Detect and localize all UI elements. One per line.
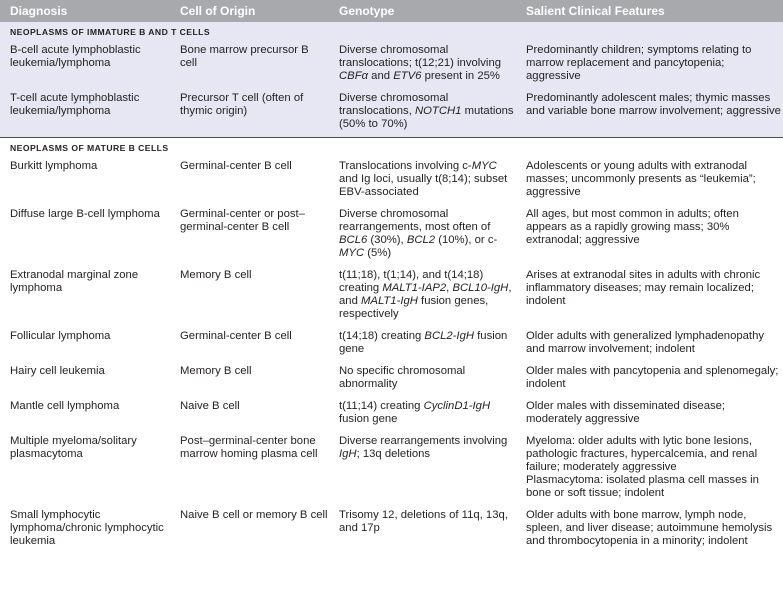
diagnosis-cell: Burkitt lymphoma (10, 160, 98, 172)
clinical-features-cell (520, 362, 783, 397)
table-row (0, 432, 783, 506)
genotype-cell (332, 362, 520, 397)
genotype-text: No specific chromosomal abnormality (339, 365, 466, 390)
clinical-features-text: All ages, but most common in adults; often appears as a rapidly growing mass; 30% extranodal; aggressive (526, 208, 739, 246)
gene-name: MALT1-IAP2 (382, 282, 447, 294)
clinical-features-cell (520, 266, 783, 327)
cell-of-origin-cell: Post–germinal-center bone marrow homing plasma cell (180, 435, 318, 460)
cell-of-origin-cell: Memory B cell (180, 365, 252, 377)
table-row (0, 205, 783, 266)
gene-name: ETV6 (393, 70, 422, 82)
header-clinical-features: Salient Clinical Features (520, 0, 783, 22)
genotype-text: Translocations involving c- (339, 160, 472, 172)
genotype-cell (332, 41, 520, 89)
genotype-text: (30%), (367, 234, 407, 246)
genotype-text: and Ig loci, usually t(8;14); subset EBV-associated (339, 173, 508, 198)
table-row (0, 41, 783, 89)
clinical-features-text: Older adults with generalized lymphadenopathy and marrow involvement; indolent (526, 330, 765, 355)
table-row (0, 397, 783, 432)
clinical-features-cell (520, 41, 783, 89)
table-row (0, 362, 783, 397)
cell-of-origin-cell: Naive B cell (180, 400, 240, 412)
cell-of-origin-cell: Germinal-center B cell (180, 330, 292, 342)
genotype-text: fusion gene (339, 413, 398, 425)
cell-of-origin-cell: Germinal-center or post–germinal-center B cell (180, 208, 305, 233)
genotype-cell (332, 205, 520, 266)
genotype-text: , and (339, 282, 512, 307)
clinical-features-text: Older males with pancytopenia and splenomegaly; indolent (526, 365, 779, 390)
gene-name: BCL2-IgH (424, 330, 475, 342)
clinical-features-cell (520, 432, 783, 506)
genotype-text: Diverse chromosomal rearrangements, most often of (339, 208, 491, 233)
genotype-text: t(11;14) creating (339, 400, 424, 412)
clinical-features-cell (520, 397, 783, 432)
gene-name: BCL2 (406, 234, 436, 246)
genotype-text: (5%) (364, 247, 392, 259)
cell-of-origin-cell: Bone marrow precursor B cell (172, 41, 332, 89)
genotype-text: ; 13q deletions (356, 448, 431, 460)
clinical-features-extra: Plasmacytoma: isolated plasma cell masses in bone or soft tissue; indolent (526, 474, 759, 499)
table-row (0, 157, 783, 205)
genotype-text: and (368, 70, 394, 82)
gene-name: BCL6 (339, 234, 368, 246)
genotype-text: Diverse chromosomal translocations, (339, 92, 449, 117)
genotype-text: , (446, 282, 453, 294)
clinical-features-cell (520, 205, 783, 266)
genotype-cell (332, 327, 520, 362)
genotype-text: t(11;18), t(1;14), and t(14;18) creating (339, 269, 484, 294)
genotype-cell (332, 432, 520, 506)
gene-name: BCL10-IgH (452, 282, 509, 294)
clinical-features-text: Older adults with bone marrow, lymph node, spleen, and liver disease; autoimmune hemolysis and thrombocytopenia in a minority; indolent (526, 509, 773, 547)
genotype-text: Diverse rearrangements involving (339, 435, 508, 447)
table-row (0, 266, 783, 327)
gene-name: MYC (471, 160, 497, 172)
genotype-cell (332, 157, 520, 205)
table-row (0, 89, 783, 138)
gene-name: MALT1-IgH (361, 295, 418, 307)
header-cell-of-origin: Cell of Origin (172, 0, 332, 22)
diagnosis-cell: Mantle cell lymphoma (10, 400, 120, 412)
diagnosis-cell: Diffuse large B-cell lymphoma (10, 208, 160, 220)
clinical-features-text: Adolescents or young adults with extranodal masses; uncommonly presents as “leukemia”; aggressive (526, 160, 756, 198)
clinical-features-text: Predominantly children; symptoms relating to marrow replacement and pancytopenia; aggressive (526, 44, 752, 82)
gene-name: CyclinD1-IgH (423, 400, 491, 412)
diagnosis-cell: B-cell acute lymphoblastic leukemia/lymphoma (0, 41, 172, 89)
clinical-features-text: Older males with disseminated disease; moderately aggressive (526, 400, 726, 425)
section-header (0, 22, 783, 41)
gene-name: NOTCH1 (414, 105, 462, 117)
genotype-cell (332, 506, 520, 554)
clinical-features-text: Arises at extranodal sites in adults with chronic inflammatory diseases; may remain localized; indolent (526, 269, 761, 307)
clinical-features-cell (520, 506, 783, 554)
diagnosis-cell: Hairy cell leukemia (10, 365, 105, 377)
clinical-features-cell (520, 157, 783, 205)
genotype-text: mutations (50% to 70%) (339, 105, 514, 130)
section-title: NEOPLASMS OF MATURE B CELLS (10, 143, 169, 153)
header-row (0, 0, 783, 22)
clinical-features-text: Predominantly adolescent males; thymic masses and variable bone marrow involvement; aggressive (526, 92, 781, 117)
clinical-features-cell (520, 89, 783, 138)
table-row (0, 327, 783, 362)
genotype-cell (332, 397, 520, 432)
genotype-cell (332, 89, 520, 138)
clinical-features-cell (520, 327, 783, 362)
genotype-text: (10%), or c- (435, 234, 498, 246)
genotype-text: fusion gene (339, 330, 508, 355)
diagnosis-cell: Extranodal marginal zone lymphoma (10, 269, 139, 294)
diagnosis-cell: Small lymphocytic lymphoma/chronic lymphocytic leukemia (10, 509, 164, 547)
table-row (0, 506, 783, 554)
header-diagnosis: Diagnosis (0, 0, 172, 22)
gene-name: CBFα (339, 70, 369, 82)
section-title: NEOPLASMS OF IMMATURE B AND T CELLS (0, 22, 783, 41)
genotype-text: present in 25% (421, 70, 500, 82)
gene-name: IgH (339, 448, 357, 460)
cell-of-origin-cell: Germinal-center B cell (180, 160, 292, 172)
diagnosis-cell: Multiple myeloma/solitary plasmacytoma (10, 435, 137, 460)
diagnosis-cell: T-cell acute lymphoblastic leukemia/lymphoma (0, 89, 172, 138)
clinical-features-text: Myeloma: older adults with lytic bone lesions, pathologic fractures, hypercalcemia, and renal failure; moderately aggressive (526, 435, 758, 473)
genotype-text: fusion genes, respectively (339, 295, 489, 320)
genotype-text: Trisomy 12, deletions of 11q, 13q, and 17p (339, 509, 508, 534)
cell-of-origin-cell: Precursor T cell (often of thymic origin) (172, 89, 332, 138)
diagnosis-cell: Follicular lymphoma (10, 330, 111, 342)
header-genotype: Genotype (332, 0, 520, 22)
genotype-text: t(14;18) creating (339, 330, 425, 342)
cell-of-origin-cell: Naive B cell or memory B cell (180, 509, 328, 521)
section-header (0, 138, 783, 157)
genotype-cell (332, 266, 520, 327)
gene-name: MYC (339, 247, 365, 259)
genotype-text: Diverse chromosomal translocations; t(12;21) involving (339, 44, 502, 69)
cell-of-origin-cell: Memory B cell (180, 269, 252, 281)
